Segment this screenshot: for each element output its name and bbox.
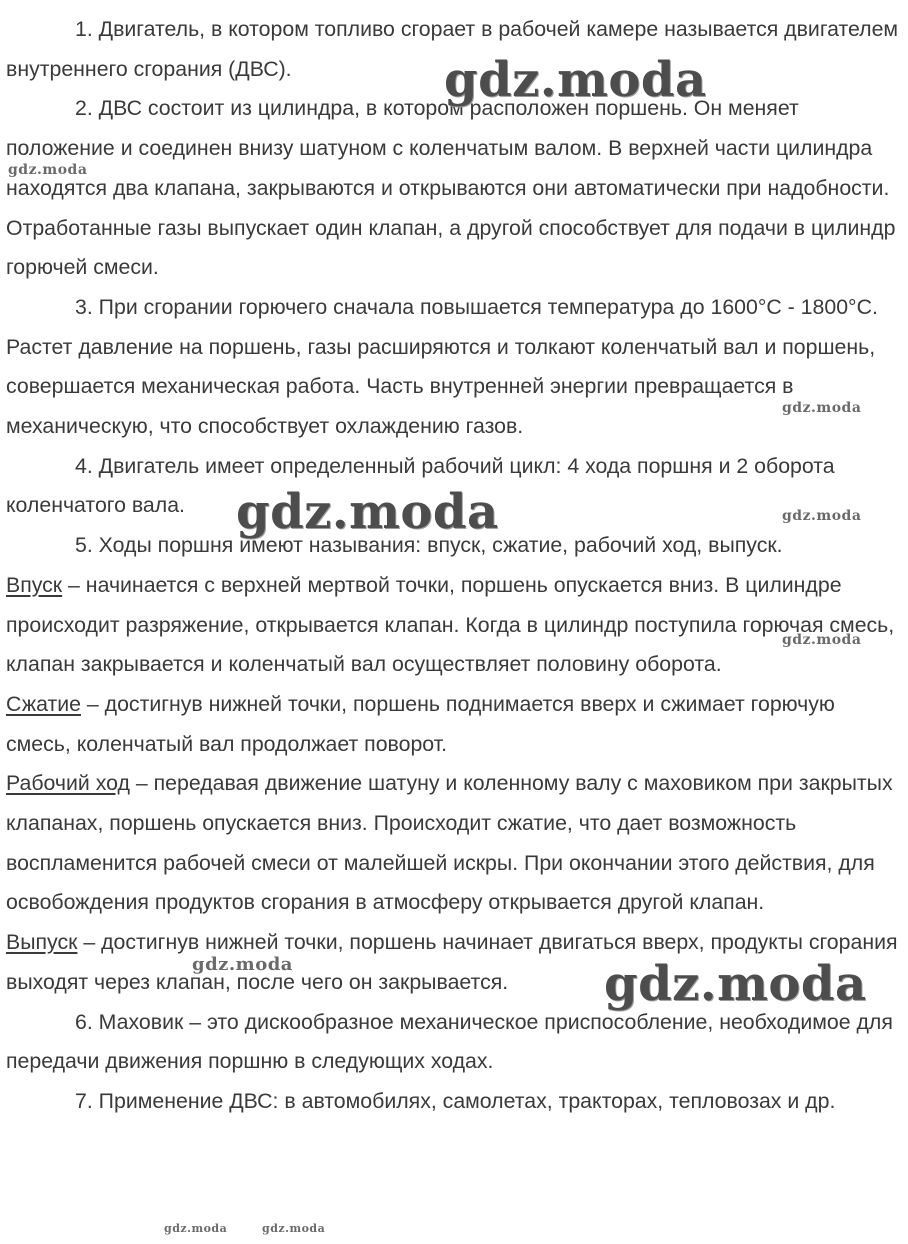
paragraph-4: 4. Двигатель имеет определенный рабочий цикл: 4 хода поршня и 2 оборота коленчатого вала. [6,453,835,518]
watermark-logo: gdz.moda [236,484,499,540]
stroke-intake-term: Впуск [6,572,63,597]
stroke-power-term: Рабочий ход [6,771,130,796]
stroke-compression-text: – достигнув нижней точки, поршень поднимается вверх и сжимает горючую смесь, коленчатый вал продолжает поворот. [6,691,835,756]
paragraph-5: 5. Ходы поршня имеют называния: впуск, сжатие, рабочий ход, выпуск. [75,533,783,558]
watermark-logo-small: gdz.moda [782,508,862,524]
paragraph-6: 6. Маховик – это дискообразное механическое приспособление, необходимое для передачи движения поршню в следующих ходах. [6,1009,893,1074]
stroke-exhaust [6,923,902,1002]
stroke-exhaust-term: Выпуск [6,930,78,955]
stroke-power [6,764,902,923]
watermark-logo: gdz.moda [444,52,707,108]
paragraph-7: 7. Применение ДВС: в автомобилях, самолетах, тракторах, тепловозах и др. [75,1088,836,1113]
paragraph-1: 1. Двигатель, в котором топливо сгорает в рабочей камере называется двигателем внутреннего сгорания (ДВС). [6,17,899,81]
watermark-logo-small: gdz.moda [262,1222,326,1235]
watermark-logo-small: gdz.moda [164,1222,228,1235]
paragraph-2: 2. ДВС состоит из цилиндра, в котором расположен поршень. Он меняет положение и соединен внизу шатуном с коленчатым валом. В верхней части цилиндра находятся два клапана, закрываются и открываются они автоматически при надобности. Отработанные газы выпускает один клапан, а другой способствует для подачи в цилиндр горючей смеси. [6,96,896,280]
stroke-exhaust-text: – достигнув нижней точки, поршень начинает двигаться вверх, продукты сгорания выходят через клапан, после чего он закрывается. [6,930,898,994]
document-body [6,10,902,1122]
stroke-intake-text: – начинается с верхней мертвой точки, поршень опускается вниз. В цилиндре происходит разряжение, открывается клапан. Когда в цилиндр поступила горючая смесь, клапан закрывается и коленчатый вал осуществляет половину оборота. [6,572,895,677]
stroke-compression [6,685,902,764]
watermark-logo-small: gdz.moda [192,954,293,975]
stroke-compression-term: Сжатие [6,691,81,716]
watermark-logo-small: gdz.moda [782,632,862,648]
watermark-logo-small: gdz.moda [8,162,88,178]
watermark-logo-small: gdz.moda [782,400,862,416]
stroke-power-text: – передавая движение шатуну и коленному валу с маховиком при закрытых клапанах, поршень опускается вниз. Происходит сжатие, что дает возможность воспламенится рабочей смеси от малейшей искры. При окончании этого действия, для освобождения продуктов сгорания в атмосферу открывается другой клапан. [6,771,893,915]
stroke-intake [6,566,902,685]
watermark-logo: gdz.moda [604,956,867,1012]
paragraph-3: 3. При сгорании горючего сначала повышается температура до 1600°С - 1800°С. Растет давление на поршень, газы расширяются и толкают коленчатый вал и поршень, совершается механическая работа. Часть внутренней энергии превращается в механическую, что способствует охлаждению газов. [6,294,878,439]
